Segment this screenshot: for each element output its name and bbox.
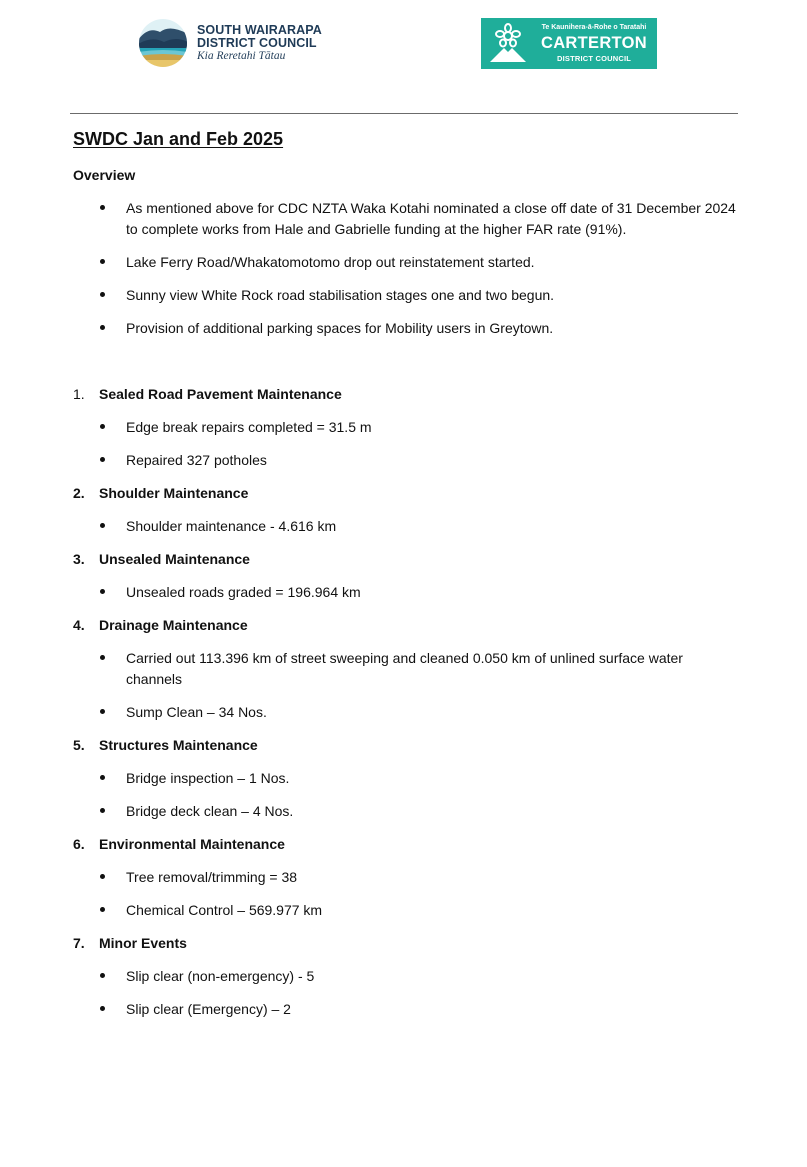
swdc-tagline: Kia Reretahi Tātau [197, 50, 286, 62]
bullet-icon [100, 325, 105, 330]
section-title: Sealed Road Pavement Maintenance [99, 386, 342, 402]
cdc-subtitle: DISTRICT COUNCIL [556, 54, 632, 63]
swdc-emblem-icon [138, 18, 188, 68]
section-number: 6. [73, 836, 85, 852]
bullet-text: Chemical Control – 569.977 km [126, 902, 323, 918]
bullet-text: Shoulder maintenance - 4.616 km [126, 518, 337, 534]
bullet-text: Carried out 113.396 km of street sweeping and cleaned 0.050 km of unlined surface water channels [126, 650, 683, 687]
bullet-icon [100, 709, 105, 714]
bullet-icon [100, 808, 105, 813]
bullet-text: Sump Clean – 34 Nos. [126, 704, 267, 720]
bullet-icon [100, 907, 105, 912]
section-title: Drainage Maintenance [99, 617, 248, 633]
bullet-text: Bridge inspection – 1 Nos. [126, 770, 290, 786]
document-title: SWDC Jan and Feb 2025 [73, 129, 284, 149]
section-title: Structures Maintenance [99, 737, 258, 753]
bullet-icon [100, 205, 105, 210]
bullet-icon [100, 874, 105, 879]
bullet-text: Repaired 327 potholes [126, 452, 267, 468]
bullet-text: Bridge deck clean – 4 Nos. [126, 803, 294, 819]
section-number: 4. [73, 617, 85, 633]
bullet-text: Tree removal/trimming = 38 [126, 869, 298, 885]
bullet-icon [100, 292, 105, 297]
section-title: Environmental Maintenance [99, 836, 285, 852]
bullet-text: Edge break repairs completed = 31.5 m [126, 419, 372, 435]
bullet-icon [100, 523, 105, 528]
bullet-icon [100, 775, 105, 780]
cdc-tagline: Te Kaunihera-ā-Rohe o Taratahi [541, 24, 647, 31]
section-title: Shoulder Maintenance [99, 485, 249, 501]
overview-heading: Overview [73, 167, 136, 183]
bullet-icon [100, 424, 105, 429]
section-number: 5. [73, 737, 85, 753]
bullet-icon [100, 457, 105, 462]
bullet-text: Provision of additional parking spaces for Mobility users in Greytown. [126, 320, 554, 336]
section-number: 2. [73, 485, 85, 501]
section-number: 3. [73, 551, 85, 567]
swdc-name-line1: SOUTH WAIRARAPA [197, 23, 322, 37]
cdc-logo [481, 18, 657, 69]
bullet-icon [100, 1006, 105, 1011]
swdc-wordmark [197, 24, 342, 63]
section-number: 1. [73, 386, 85, 402]
bullet-text: As mentioned above for CDC NZTA Waka Kotahi nominated a close off date of 31 December 2024 to complete works from Hale and Gabrielle funding at the higher FAR rate (91%). [126, 200, 736, 237]
section-number: 7. [73, 935, 85, 951]
bullet-text: Slip clear (Emergency) – 2 [126, 1001, 291, 1017]
bullet-icon [100, 259, 105, 264]
cdc-flower-icon [486, 22, 530, 66]
cdc-name: CARTERTON [541, 34, 647, 52]
bullet-icon [100, 973, 105, 978]
header-divider [70, 113, 738, 114]
swdc-name-line2: DISTRICT COUNCIL [197, 36, 317, 50]
bullet-icon [100, 655, 105, 660]
section-title: Unsealed Maintenance [99, 551, 250, 567]
bullet-text: Slip clear (non-emergency) - 5 [126, 968, 315, 984]
swdc-logo [138, 18, 338, 70]
bullet-text: Lake Ferry Road/Whakatomotomo drop out reinstatement started. [126, 254, 535, 270]
bullet-text: Sunny view White Rock road stabilisation stages one and two begun. [126, 287, 555, 303]
bullet-icon [100, 589, 105, 594]
bullet-text: Unsealed roads graded = 196.964 km [126, 584, 361, 600]
section-title: Minor Events [99, 935, 187, 951]
